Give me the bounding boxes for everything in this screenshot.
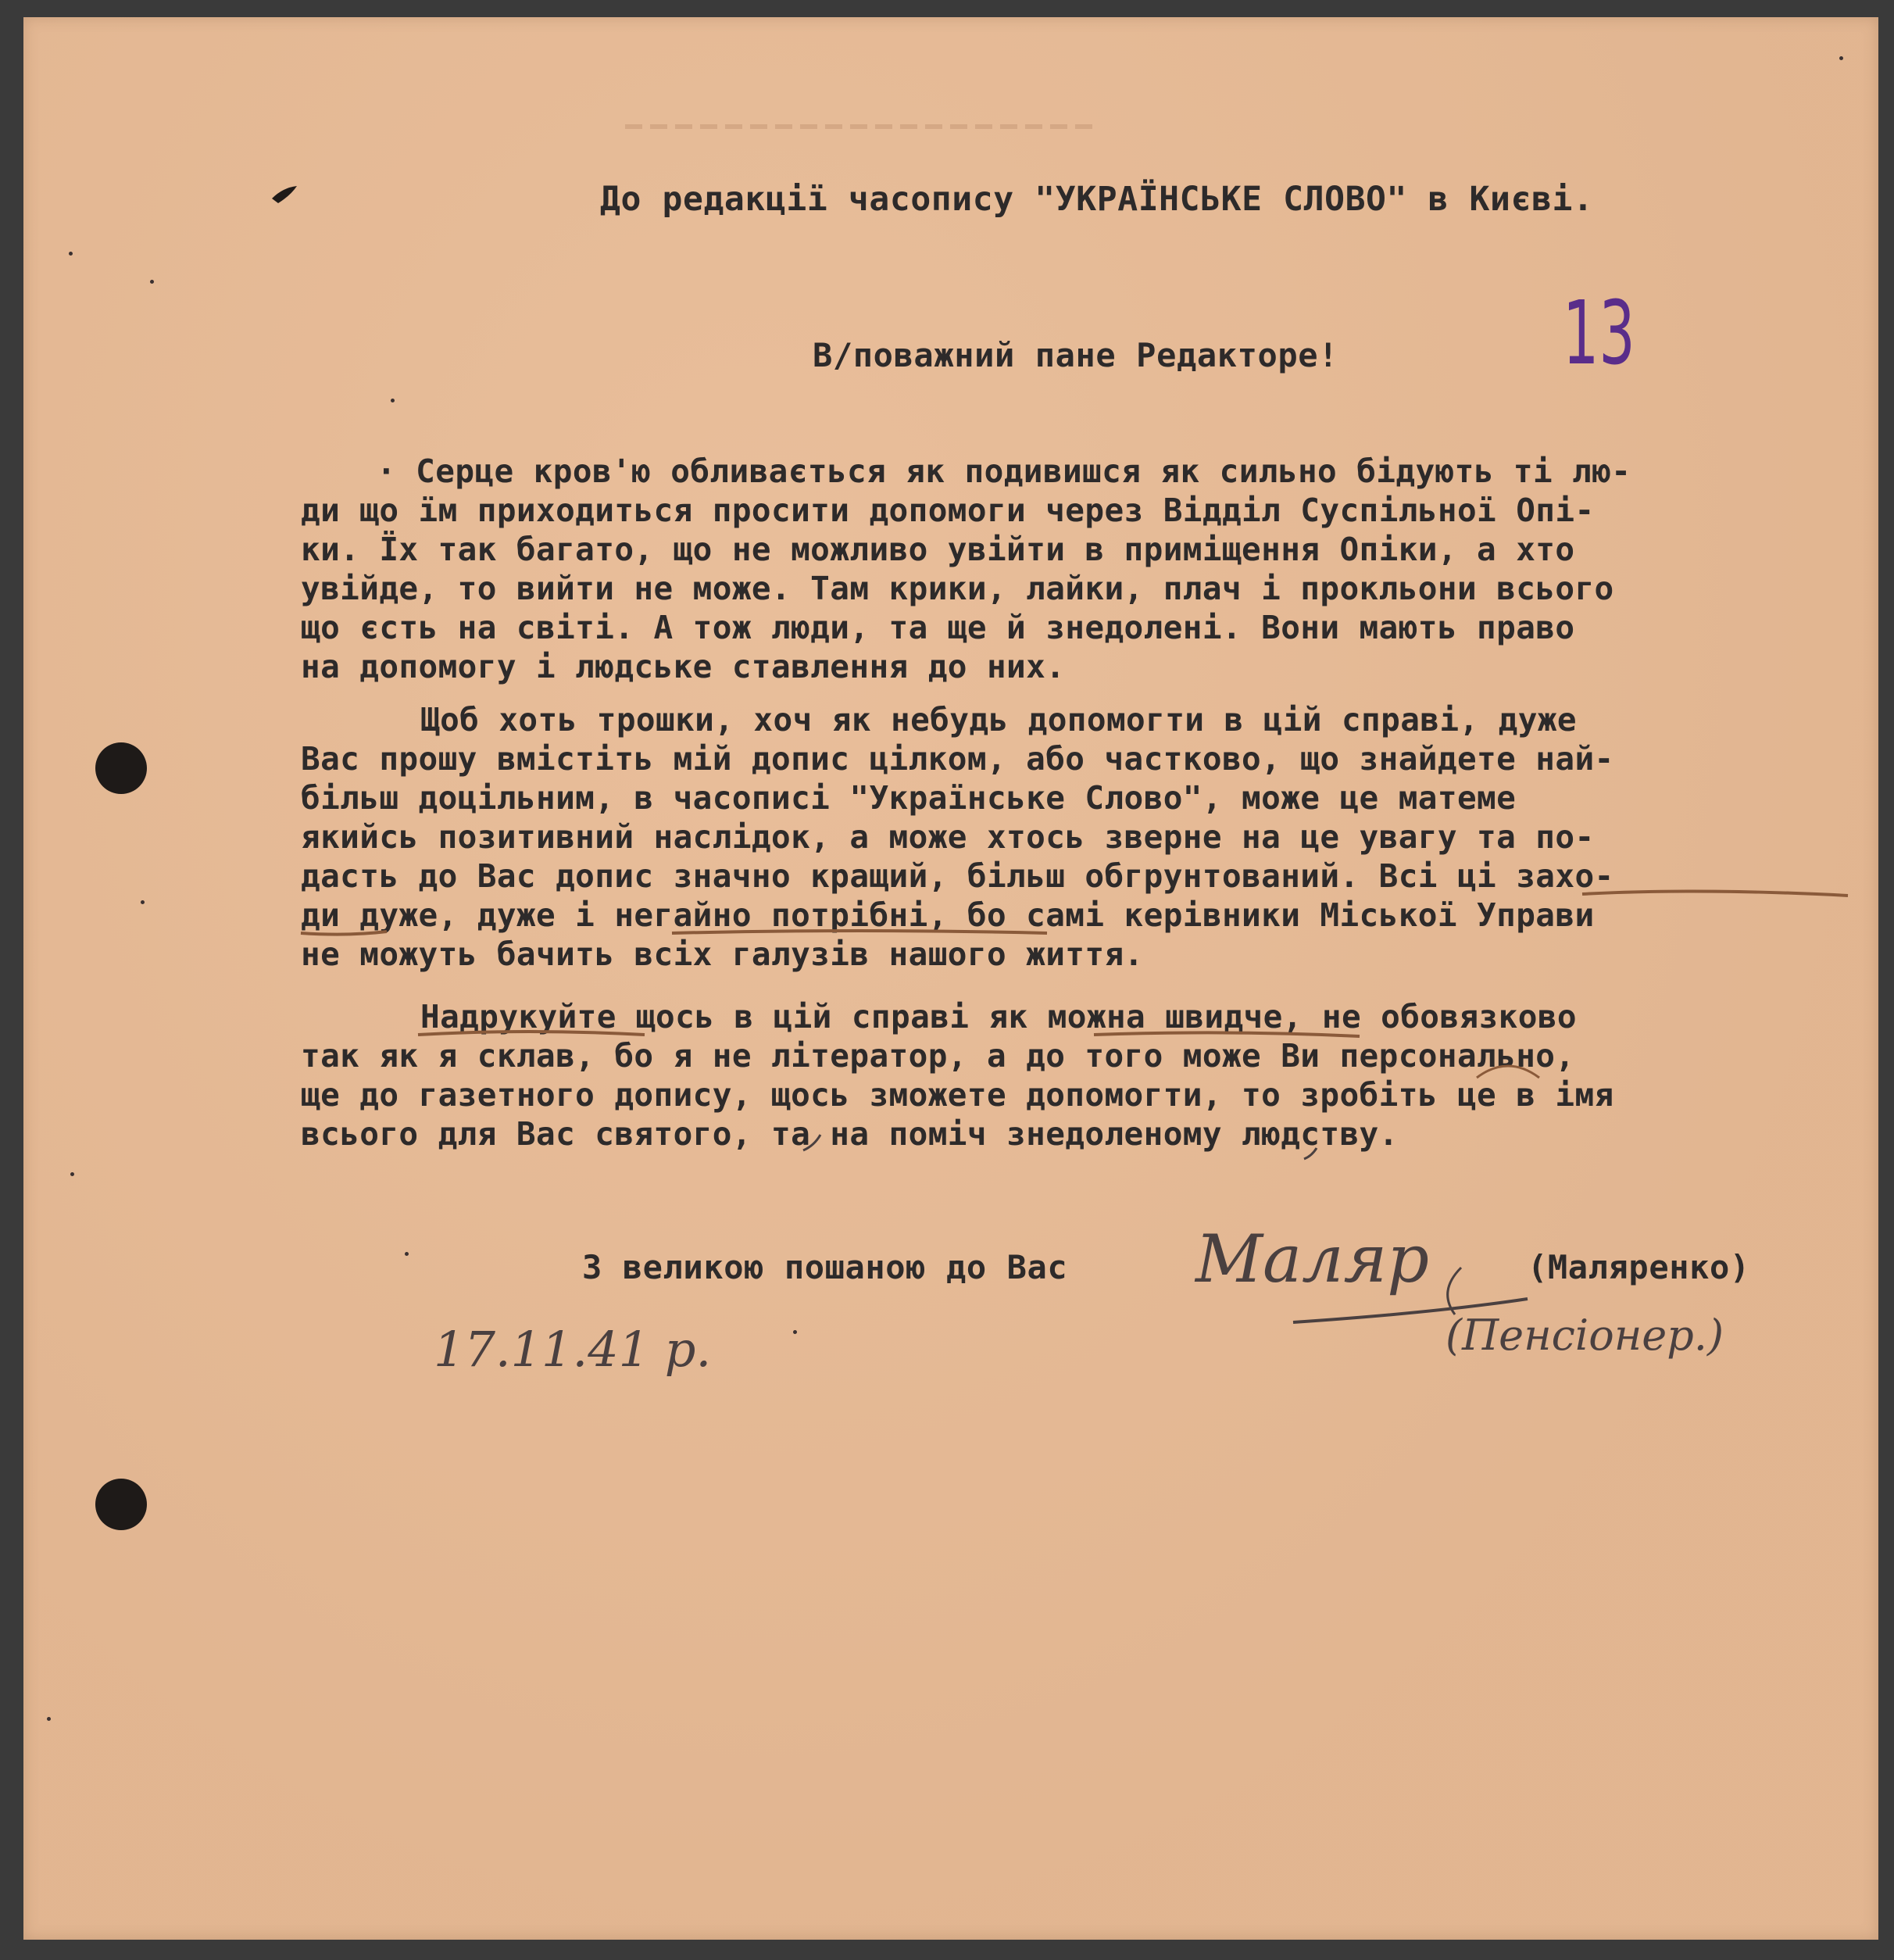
text-line: Надрукуйте щось в цій справі як можна швидче, не обовязково (420, 998, 1577, 1035)
paper-speck (405, 1252, 409, 1256)
letter-heading: До редакції часопису "УКРАЇНСЬКЕ СЛОВО" в Києві. (600, 180, 1594, 219)
text-line: · Серце кров'ю обливається як подивишся як сильно бідують ті лю- (377, 452, 1631, 490)
text-line: дасть до Вас допис значно кращий, більш обгрунтований. Всі ці захо- (301, 857, 1614, 895)
closing-phrase: З великою пошаною до Вас (582, 1248, 1068, 1286)
text-line: що єсть на світі. А тож люди, та ще й знедолені. Вони мають право (301, 609, 1575, 646)
handwritten-date: 17.11.41 р. (434, 1321, 712, 1378)
text-line: всього для Вас святого, та на поміч знедоленому людству. (301, 1115, 1399, 1153)
paper-speck (141, 900, 145, 904)
text-line: Вас прошу вмістіть мій допис цілком, або частково, що знайдете най- (301, 740, 1614, 778)
ink-blot-mark (23, 17, 336, 252)
paper-speck (1839, 56, 1843, 60)
text-line: Щоб хоть трошки, хоч як небудь допомогти в цій справі, дуже (420, 701, 1577, 739)
paper-speck (47, 1717, 51, 1721)
text-line: увійде, то вийти не може. Там крики, лайки, плач і прокльони всього (301, 570, 1614, 607)
paper-speck (391, 399, 395, 402)
paper-speck (793, 1330, 797, 1334)
paper-speck (150, 280, 154, 284)
text-line: не можуть бачить всіх галузів нашого життя. (301, 935, 1144, 973)
text-line: так як я склав, бо я не літератор, а до того може Ви персонально, (301, 1037, 1575, 1075)
text-line: ще до газетного допису, щось зможете допомогти, то зробіть це в імя (301, 1076, 1614, 1114)
paper-speck (69, 252, 73, 256)
punch-hole-top (95, 742, 147, 794)
text-line: більш доцільним, в часописі "Українське Слово", може це матеме (301, 779, 1517, 817)
status-note: (Пенсіонер.) (1446, 1311, 1724, 1360)
folio-number: 13 (1563, 283, 1635, 384)
text-line: ди що їм приходиться просити допомоги через Відділ Суспільної Опі- (301, 492, 1595, 529)
signature-name: (Маляренко) (1528, 1248, 1750, 1286)
text-line: на допомогу і людське ставлення до них. (301, 648, 1066, 685)
paper-speck (70, 1172, 74, 1176)
punch-hole-bottom (95, 1479, 147, 1530)
text-line: ки. Їх так багато, що не можливо увійти в приміщення Опіки, а хто (301, 531, 1575, 568)
letter-page (23, 17, 1878, 1940)
salutation: В/поважний пане Редакторе! (813, 336, 1339, 374)
text-line: ди дуже, дуже і негайно потрібні, бо самі керівники Міської Управи (301, 896, 1595, 934)
text-line: якийсь позитивний наслідок, а може хтось зверне на це увагу та по- (301, 818, 1595, 856)
bleed-through-text (23, 17, 1878, 173)
signature-scrawl: Маляр (1195, 1221, 1429, 1297)
